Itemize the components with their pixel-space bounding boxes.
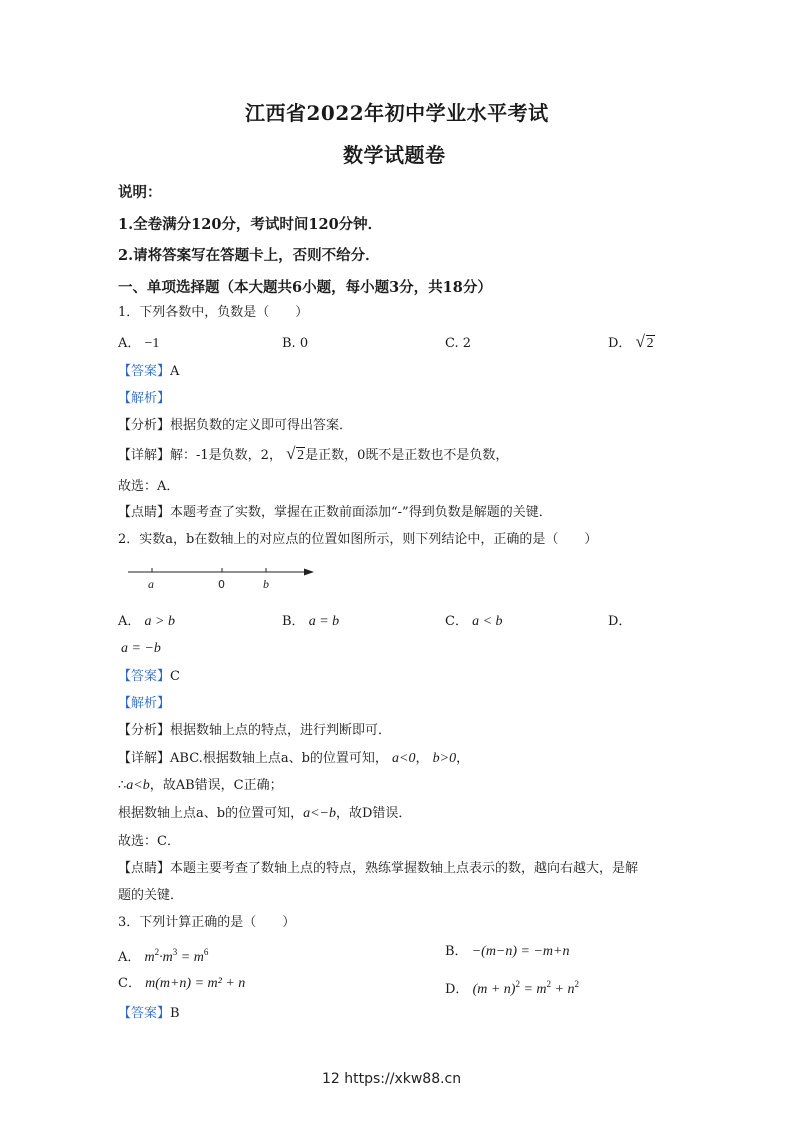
inequality-2: b>0: [432, 751, 457, 766]
answer-tag: 【答案】: [118, 364, 171, 379]
q1-answer: [118, 364, 179, 380]
q3-answer: [118, 1006, 180, 1022]
axis-label-b: b: [263, 577, 269, 591]
option-value: −1: [144, 336, 160, 351]
option-value: $(m + n)^2 = m^2 + n^2$: [472, 979, 579, 997]
q3-option-d: [445, 976, 579, 998]
radicand: 2: [646, 336, 654, 351]
fenxi-tag: 【分析】: [118, 723, 171, 738]
page-subtitle: 数学试题卷: [343, 143, 446, 167]
q2-dianjing: [118, 861, 638, 877]
q1-conclusion: 故选：A．: [118, 479, 180, 494]
answer-value: B: [170, 1006, 180, 1021]
option-value: m(m+n) = m² + n: [145, 976, 246, 991]
separator-end: ，: [456, 751, 470, 766]
question-3-stem: 3．下列计算正确的是（ ）: [118, 915, 296, 930]
note-item-1: 1.全卷满分120分，考试时间120分钟．: [118, 216, 383, 233]
q3-option-b: [445, 944, 569, 960]
option-label: C．: [118, 976, 141, 991]
option-label: D．: [608, 336, 632, 351]
option-value: a < b: [472, 614, 503, 629]
number-line: [128, 564, 314, 592]
note-item-2: 2.请将答案写在答题卡上，否则不给分．: [118, 247, 380, 264]
q1-fenxi: [118, 418, 352, 434]
option-label: B．: [445, 944, 468, 959]
q2-option-c: [445, 614, 503, 630]
xiangjie-tag: 【详解】: [118, 751, 171, 766]
therefore-text: ，故AB错误，C正确；: [149, 778, 283, 793]
q1-option-a: [118, 336, 159, 352]
xiangjie-text: 解：-1是负数，2，: [170, 448, 282, 463]
answer-value: C: [170, 669, 180, 684]
option-label: C．: [445, 614, 468, 629]
option-value: a = b: [308, 614, 340, 629]
answer-tag: 【答案】: [118, 669, 171, 684]
xiangjie-text-2: 是正数，0既不是正数也不是负数，: [305, 448, 509, 463]
radicand: 2: [297, 448, 305, 463]
option-label: B．: [282, 614, 305, 629]
inequality-1: a<0: [392, 751, 416, 766]
q3-option-a: [118, 944, 208, 966]
fenxi-text: 根据数轴上点的特点，进行判断即可．: [170, 723, 392, 738]
line-d-text: 根据数轴上点a、b的位置可知，: [118, 806, 304, 821]
notes-heading: 说明：: [118, 184, 162, 201]
axis-label-a: a: [148, 577, 154, 591]
dianjing-tag: 【点睛】: [118, 505, 171, 520]
therefore-symbol: ∴: [118, 778, 127, 793]
q2-analysis-tag: 【解析】: [118, 696, 171, 711]
fenxi-tag: 【分析】: [118, 418, 171, 433]
option-label: A．: [118, 614, 141, 629]
axis-arrow-icon: [304, 569, 314, 576]
option-label: D．: [445, 982, 469, 997]
q2-therefore-line: [118, 778, 283, 794]
q2-line-d: [118, 806, 411, 822]
dianjing-text: 本题主要考查了数轴上点的特点，熟练掌握数轴上点表示的数，越向右越大，是解: [170, 861, 639, 876]
answer-value: A: [170, 364, 180, 379]
option-label: A．: [118, 950, 141, 965]
q2-answer: [118, 669, 180, 685]
answer-tag: 【答案】: [118, 1006, 171, 1021]
q2-fenxi: [118, 723, 391, 739]
q2-option-b: [282, 614, 339, 630]
fenxi-text: 根据负数的定义即可得出答案．: [170, 418, 353, 433]
sqrt-expression: [286, 448, 305, 464]
question-2-stem: 2．实数a，b在数轴上的对应点的位置如图所示，则下列结论中，正确的是（ ）: [118, 532, 598, 547]
option-value: $m^2\cdot m^3 = m^6$: [144, 947, 209, 965]
inequality-3: a<b: [126, 778, 150, 793]
section-heading: 一、单项选择题（本大题共6小题，每小题3分，共18分）: [118, 279, 492, 296]
dianjing-text: 本题考查了实数，掌握在正数前面添加“-”得到负数是解题的关键．: [170, 505, 552, 520]
sqrt-expression: [636, 336, 655, 352]
q1-option-d: [608, 336, 655, 352]
option-value: a > b: [144, 614, 175, 629]
q2-xiangjie: [118, 751, 469, 767]
separator: ，: [415, 751, 429, 766]
dianjing-tag: 【点睛】: [118, 861, 171, 876]
q1-option-c: C. 2: [445, 336, 472, 351]
q1-option-b: B. 0: [282, 336, 309, 351]
question-1-stem: 1．下列各数中，负数是（ ）: [118, 305, 309, 320]
xiangjie-tag: 【详解】: [118, 448, 171, 463]
q2-option-d-label: D．: [608, 614, 632, 629]
q1-analysis-tag: 【解析】: [118, 391, 171, 406]
q1-dianjing: [118, 505, 552, 521]
q2-option-a: [118, 614, 175, 630]
q3-option-c: [118, 976, 245, 992]
inequality-4: a<−b: [303, 806, 336, 821]
q2-option-d-value: a = −b: [121, 641, 161, 656]
xiangjie-text: ABC.根据数轴上点a、b的位置可知，: [170, 751, 388, 766]
option-value: −(m−n) = −m+n: [471, 944, 570, 959]
option-label: A．: [118, 336, 141, 351]
q2-conclusion: 故选：C．: [118, 834, 180, 849]
line-d-end: ，故D错误．: [335, 806, 412, 821]
q2-dianjing-cont: 题的关键．: [118, 888, 184, 903]
q1-xiangjie: [118, 448, 508, 464]
page-title: 江西省2022年初中学业水平考试: [245, 101, 549, 125]
axis-label-0: 0: [218, 578, 225, 591]
page-footer: 12 https://xkw88.cn: [322, 1071, 462, 1087]
